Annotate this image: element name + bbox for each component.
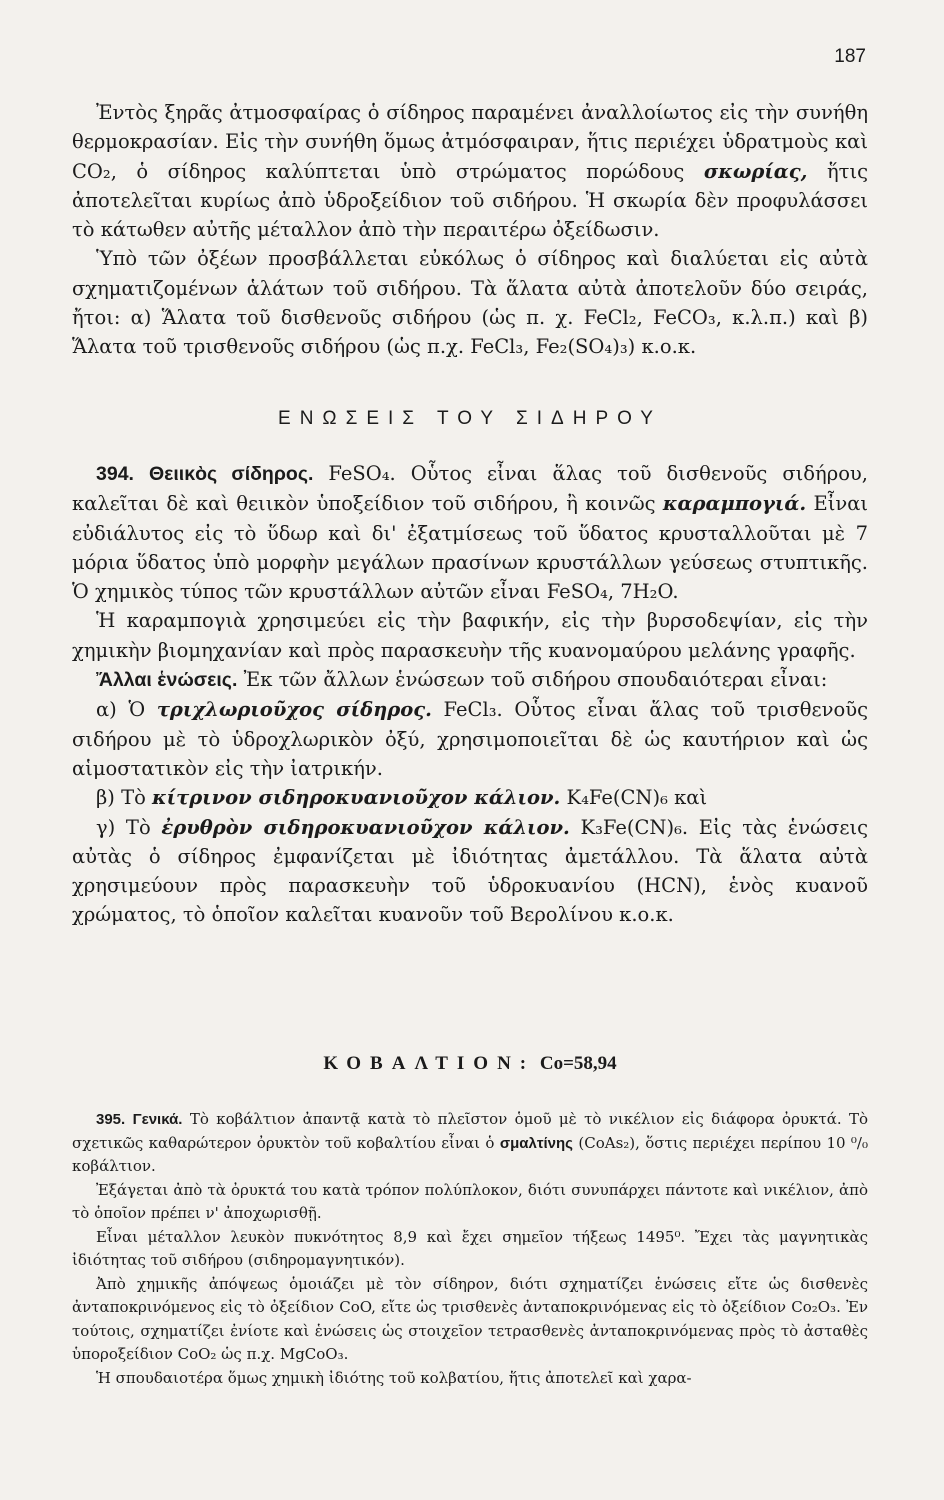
- s394-paragraph-2: Ἡ καραμπογιὰ χρησιμεύει εἰς τὴν βαφικήν, εἰς τὴν βυρσοδεψίαν, εἰς τὴν χημικὴν βιομηχανίαν καὶ πρὸς παρασκευὴν τῆς κυανομαύρου μελάνης γραφῆς.: [72, 609, 868, 662]
- s395-paragraph-4: Ἀπὸ χημικῆς ἀπόψεως ὁμοιάζει μὲ τὸν σίδηρον, διότι σχηματίζει ἑνώσεις εἴτε ὡς δισθενὲς ἀνταποκρινόμενος εἰς τὸ ὀξείδιον CoO, εἴτε ὡς τρισθενὲς ἀνταποκρινόμενας εἰς τὸ ὀξείδιον Co₂O₃. Ἐν τούτοις, σχηματίζει ἐνίοτε καὶ ἑνώσεις ὡς στοιχεῖον τετρασθενὲς ἀνταποκρινόμενας πρὸς τὸ ἀσταθὲς ὑποροξείδιον CoO₂ ὡς π.χ. MgCoO₃.: [72, 1274, 868, 1363]
- intro-paragraph-2: Ὑπὸ τῶν ὀξέων προσβάλλεται εὐκόλως ὁ σίδηρος καὶ διαλύεται εἰς αὐτὰ σχηματιζομένων ἁλάτων τοῦ σιδήρου. Τὰ ἅλατα αὐτὰ ἀποτελοῦν δύο σειράς, ἤτοι: α) Ἅλατα τοῦ δισθενοῦς σιδήρου (ὡς π. χ. FeCl₂, FeCO₃, κ.λ.π.) καὶ β) Ἅλατα τοῦ τρισθενοῦς σιδήρου (ὡς π.χ. FeCl₃, Fe₂(SO₄)₃) κ.ο.κ.: [72, 247, 868, 359]
- page-number: 187: [834, 46, 866, 67]
- item-c-text: K₃Fe(CN)₆. Εἰς τὰς ἑνώσεις αὐτὰς ὁ σίδηρος ἐμφανίζεται μὲ ἰδιότητας ἀμετάλλου. Τὰ ἅλατα αὐτὰ χρησιμεύουν πρὸς παρασκευὴν τοῦ ὑδροκυανίου (HCN), ἑνὸς κυανοῦ χρώματος, τὸ ὁποῖον καλεῖται κυανοῦν τοῦ Βερολίνου κ.ο.κ.: [72, 815, 869, 927]
- section-394: [72, 459, 868, 930]
- section-title-394: Θειικὸς σίδηρος.: [148, 463, 314, 485]
- s395-text-2: (CoAs₂), ὅστις περιέχει περίπου 10 ⁰/₀ κοβάλτιον.: [72, 1133, 868, 1175]
- s394-text-2: Εἶναι εὐδιάλυτος εἰς τὸ ὕδωρ καὶ δι' ἐξατμίσεως τοῦ ὕδατος κρυσταλλοῦται μὲ 7 μόρια ὕδατος ὑπὸ μορφὴν μεγάλων πρασίνων κρυστάλλων γεύσεως στυπτικῆς. Ὁ χημικὸς τύπος τῶν κρυστάλλων αὐτῶν εἶναι FeSO₄, 7H₂O.: [72, 492, 869, 604]
- heading-cobalt: [72, 1053, 868, 1075]
- s394-paragraph-1: [72, 459, 868, 606]
- item-b: [72, 783, 868, 812]
- s395-paragraph-5: Ἡ σπουδαιοτέρα ὅμως χημικὴ ἰδιότης τοῦ κολβατίου, ἥτις ἀποτελεῖ καὶ χαρα-: [96, 1368, 692, 1387]
- s394-text-1: FeSO₄. Οὗτος εἶναι ἅλας τοῦ δισθενοῦς σιδήρου, καλεῖται δὲ καὶ θειικὸν ὑποξείδιον τοῦ σιδήρου, ἢ κοινῶς: [72, 462, 868, 516]
- item-a-text: FeCl₃. Οὗτος εἶναι ἅλας τοῦ τρισθενοῦς σιδήρου μὲ τὸ ὑδροχλωρικὸν ὀξύ, χρησιμοποιεῖται δὲ ὡς καυτήριον καὶ ὡς αἱμοστατικὸν εἰς τὴν ἰατρικήν.: [72, 698, 869, 780]
- item-b-term: κίτρινον σιδηροκυανιοῦχον κάλιον.: [152, 786, 561, 810]
- section-number-394: 394.: [96, 463, 134, 485]
- intro-section: [72, 98, 868, 362]
- intro-text-1-end: ἥτις ἀποτελεῖται κυρίως ἀπὸ ὑδροξείδιον τοῦ σιδήρου. Ἡ σκωρία δὲν προφυλάσσει τὸ κάτωθεν αὐτῆς μέταλλον ἀπὸ τὴν περαιτέρω ὀξείδωσιν.: [72, 159, 869, 242]
- heading-iron-compounds: ΕΝΩΣΕΙΣ ΤΟΥ ΣΙΔΗΡΟΥ: [278, 408, 662, 429]
- other-compounds-text: Ἐκ τῶν ἄλλων ἑνώσεων τοῦ σιδήρου σπουδαιότεραι εἶναι:: [243, 668, 828, 692]
- item-a: [72, 695, 868, 783]
- item-c-label: γ) Τὸ: [96, 815, 151, 839]
- item-c: [72, 813, 868, 930]
- intro-paragraph-1: [72, 98, 868, 244]
- intro-text-1: Ἐντὸς ξηρᾶς ἀτμοσφαίρας ὁ σίδηρος παραμένει ἀναλλοίωτος εἰς τὴν συνήθη θερμοκρασίαν. Εἰς τὴν συνήθη ὅμως ἀτμόσφαιραν, ἥτις περιέχει ὑδρατμοὺς καὶ CO₂, ὁ σίδηρος καλύπτεται ὑπὸ στρώματος πορώδους: [72, 101, 868, 183]
- item-b-text: K₄Fe(CN)₆ καὶ: [566, 786, 708, 810]
- heading-cobalt-formula: Co=58,94: [539, 1053, 617, 1074]
- item-a-term: τριχλωριοῦχος σίδηρος.: [156, 698, 432, 722]
- section-number-395: 395.: [96, 1111, 126, 1128]
- term-skoria: σκωρίας,: [703, 159, 808, 183]
- other-compounds-paragraph: [72, 665, 868, 695]
- term-smaltinis: σμαλτίνης: [499, 1134, 573, 1152]
- section-title-395: Γενικά.: [132, 1111, 183, 1128]
- s395-paragraph-2: Ἐξάγεται ἀπὸ τὰ ὀρυκτά του κατὰ τρόπον πολύπλοκον, διότι συνυπάρχει πάντοτε καὶ νικέλιον, ἀπὸ τὸ ὁποῖον πρέπει ν' ἀποχωρισθῇ.: [72, 1180, 868, 1222]
- s395-text-1: Τὸ κοβάλτιον ἀπαντᾷ κατὰ τὸ πλεῖστον ὁμοῦ μὲ τὸ νικέλιον εἰς διάφορα ὀρυκτά. Τὸ σχετικῶς καθαρώτερον ὀρυκτὸν τοῦ κοβαλτίου εἶναι ὁ: [72, 1110, 868, 1152]
- s395-paragraph-1: [72, 1108, 868, 1179]
- other-compounds-title: Ἄλλαι ἑνώσεις.: [96, 669, 238, 692]
- heading-cobalt-word: ΚΟΒΑΛΤΙΟΝ:: [323, 1053, 536, 1074]
- item-b-label: β) Τὸ: [96, 786, 146, 810]
- item-c-term: ἐρυθρὸν σιδηροκυανιοῦχον κάλιον.: [161, 815, 570, 839]
- item-a-label: α) Ὁ: [96, 698, 146, 722]
- term-karampogia: καραμπογιά.: [662, 492, 807, 516]
- s395-paragraph-3: Εἶναι μέταλλον λευκὸν πυκνότητος 8,9 καὶ ἔχει σημεῖον τήξεως 1495⁰. Ἔχει τὰς μαγνητικὰς ἰδιότητας τοῦ σιδήρου (σιδηρομαγνητικόν).: [72, 1227, 868, 1269]
- section-395: [72, 1108, 868, 1390]
